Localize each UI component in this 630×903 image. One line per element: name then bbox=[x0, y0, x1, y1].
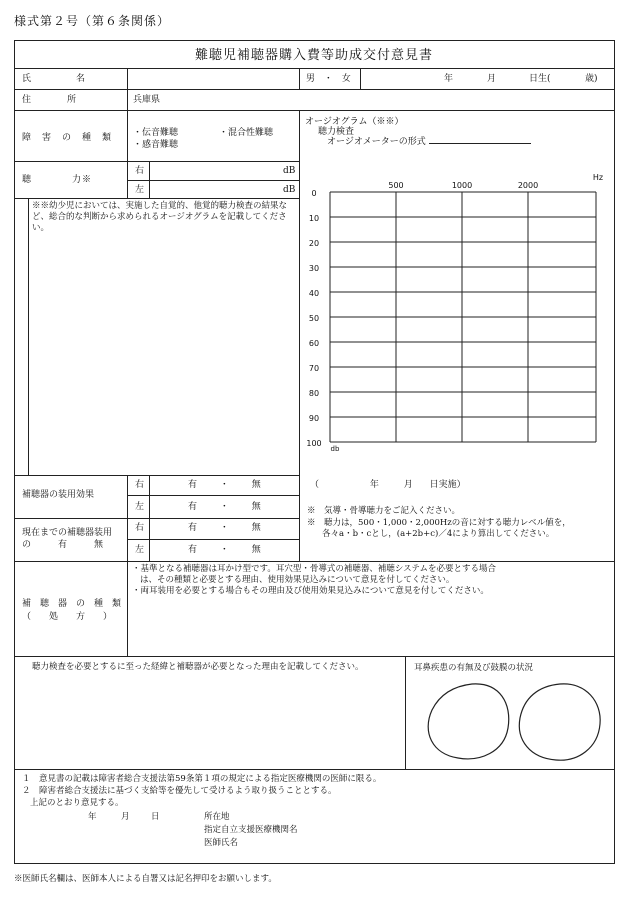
sex-separator: ・ bbox=[323, 74, 333, 84]
age-label: 歳) bbox=[585, 74, 598, 84]
exam-date-month: 月 bbox=[403, 480, 413, 490]
disability-option-sensorineural[interactable]: ・感音難聴 bbox=[133, 140, 179, 150]
effect-right-options[interactable] bbox=[188, 480, 261, 491]
exam-date bbox=[310, 480, 466, 491]
audiometer-type-field[interactable] bbox=[429, 143, 531, 144]
effect-right-dot: ・ bbox=[219, 480, 229, 490]
kind-line-3: ・両耳装用を必要とする場合もその理由及び使用効果見込みについて意見を付してください。 bbox=[132, 586, 489, 596]
kind-label-2: （ 処 方 ） bbox=[22, 612, 113, 622]
signature-statement: 上記のとおり意見する。 bbox=[30, 798, 124, 808]
audiogram-freq-label: 1000 bbox=[451, 181, 473, 190]
hearing-left-label: 左 bbox=[135, 185, 145, 195]
ear-condition-label: 耳鼻疾患の有無及び鼓膜の状況 bbox=[414, 663, 534, 673]
hearing-right-unit: dB bbox=[283, 166, 296, 176]
history-left-yes[interactable]: 有 bbox=[188, 545, 198, 555]
audiometer-type bbox=[327, 137, 531, 148]
audiogram-level-label: 0 bbox=[311, 189, 317, 198]
audiogram-level-label: 70 bbox=[308, 364, 320, 373]
disability-option-mixed[interactable]: ・混合性難聴 bbox=[219, 128, 274, 138]
signature-location-label: 所在地 bbox=[204, 812, 230, 822]
reason-input-area[interactable] bbox=[18, 678, 401, 766]
audiogram-level-label: 40 bbox=[308, 289, 320, 298]
hearing-left-unit: dB bbox=[283, 185, 296, 195]
reason-label: 聴力検査を必要とするに至った経緯と補聴器が必要となった理由を記載してください。 bbox=[32, 662, 364, 672]
sex-field[interactable] bbox=[306, 74, 351, 85]
kind-line-2: は、その種類と必要とする理由、使用効果見込みについて意見を付してください。 bbox=[140, 575, 455, 585]
audiogram-level-label: 10 bbox=[308, 214, 320, 223]
audiogram-subtitle: 聴力検査 bbox=[318, 127, 355, 137]
exam-date-open: （ bbox=[310, 480, 320, 490]
note-conduction: ※ 気導・骨導聴力をご記入ください。 bbox=[307, 506, 461, 516]
sex-female[interactable]: 女 bbox=[341, 74, 351, 84]
audiogram-level-label: 60 bbox=[308, 339, 320, 348]
exam-date-year: 年 bbox=[369, 480, 379, 490]
audiogram-level-label: 50 bbox=[308, 314, 320, 323]
history-label-2: の 有 無 bbox=[22, 540, 104, 550]
audiogram-level-label: 20 bbox=[308, 239, 320, 248]
bottom-note: ※医師氏名欄は、医師本人による自署又は記名押印をお願いします。 bbox=[14, 874, 277, 884]
kind-input-area[interactable] bbox=[130, 600, 610, 652]
disability-option-conductive[interactable]: ・伝音難聴 bbox=[133, 128, 179, 138]
effect-label: 補聴器の装用効果 bbox=[22, 490, 95, 500]
audiogram-level-label: 30 bbox=[308, 264, 320, 273]
birth-year-label: 年 bbox=[444, 74, 454, 84]
history-right-label: 右 bbox=[135, 523, 145, 533]
effect-left-label: 左 bbox=[135, 502, 145, 512]
kind-label-1: 補 聴 器 の 種 類 bbox=[22, 599, 122, 609]
birth-month-label: 月 bbox=[487, 74, 497, 84]
footnote-2: ２ 障害者総合支援法に基づく支給等を優先して受けるよう取り扱うこととする。 bbox=[22, 786, 337, 796]
audiogram-title: オージオグラム（※※） bbox=[305, 117, 404, 127]
exam-date-day: 日実施） bbox=[429, 480, 466, 490]
hearing-right-label: 右 bbox=[135, 166, 145, 176]
note-formula-1: ※ 聴力は，500・1,000・2,000Hzの音に対する聴力レベル値を， bbox=[307, 518, 571, 528]
audiogram-db-label: db bbox=[330, 445, 340, 453]
effect-left-yes[interactable]: 有 bbox=[188, 502, 198, 512]
signature-input-area[interactable] bbox=[330, 808, 600, 854]
effect-right-yes[interactable]: 有 bbox=[188, 480, 198, 490]
form-number: 様式第２号（第６条関係） bbox=[14, 14, 171, 28]
effect-left-no[interactable]: 無 bbox=[251, 502, 261, 512]
address-label: 住 所 bbox=[22, 95, 77, 105]
effect-right-label: 右 bbox=[135, 480, 145, 490]
effect-left-dot: ・ bbox=[219, 502, 229, 512]
hearing-label: 聴 力※ bbox=[22, 175, 93, 185]
address-value[interactable]: 兵庫県 bbox=[133, 95, 161, 105]
audiogram-chart[interactable] bbox=[304, 168, 604, 468]
eardrum-diagram[interactable] bbox=[410, 676, 610, 766]
history-left-label: 左 bbox=[135, 545, 145, 555]
toddler-note: ※※幼少児においては、実施した自覚的、他覚的聴力検査の結果など、総合的な判断から求められるオージオグラムを記載してください。 bbox=[32, 201, 288, 233]
right-eardrum-shape bbox=[428, 684, 509, 759]
kind-line-1: ・基準となる補聴器は耳かけ型です。耳穴型・骨導式の補聴器、補聴システムを必要とする場合 bbox=[132, 564, 496, 574]
audiogram-level-label: 90 bbox=[308, 414, 320, 423]
history-right-yes[interactable]: 有 bbox=[188, 523, 198, 533]
effect-right-no[interactable]: 無 bbox=[251, 480, 261, 490]
sex-male[interactable]: 男 bbox=[306, 74, 316, 84]
left-eardrum-shape bbox=[519, 684, 600, 760]
effect-left-options[interactable] bbox=[188, 502, 261, 513]
note-formula-2: 各々a・b・cとし，(a+2b+c)／4により算出してください。 bbox=[322, 529, 555, 539]
disability-label: 障 害 の 種 類 bbox=[22, 133, 113, 143]
signature-institution-label: 指定自立支援医療機関名 bbox=[204, 825, 298, 835]
history-right-options[interactable] bbox=[188, 523, 261, 534]
signature-year: 年 bbox=[88, 812, 97, 822]
signature-doctor-label: 医師氏名 bbox=[204, 838, 239, 848]
audiogram-level-label: 100 bbox=[306, 439, 322, 448]
audiogram-freq-label: 500 bbox=[388, 181, 404, 190]
history-right-no[interactable]: 無 bbox=[251, 523, 261, 533]
birth-day-label: 日生( bbox=[529, 74, 551, 84]
history-right-dot: ・ bbox=[219, 523, 229, 533]
history-left-dot: ・ bbox=[219, 545, 229, 555]
audiometer-type-label: オージオメーターの形式 bbox=[327, 137, 426, 147]
signature-day: 日 bbox=[151, 812, 160, 822]
name-label: 氏 名 bbox=[22, 74, 86, 84]
audiogram-level-label: 80 bbox=[308, 389, 320, 398]
history-left-no[interactable]: 無 bbox=[251, 545, 261, 555]
audiogram-freq-label: 2000 bbox=[517, 181, 539, 190]
signature-month: 月 bbox=[121, 812, 130, 822]
form-title: 難聴児補聴器購入費等助成交付意見書 bbox=[194, 48, 433, 63]
audiogram-hz-label: Hz bbox=[592, 173, 604, 182]
history-label-1: 現在までの補聴器装用 bbox=[22, 528, 113, 538]
footnote-1: １ 意見書の記載は障害者総合支援法第59条第１項の規定による指定医療機関の医師に限る。 bbox=[22, 774, 382, 784]
history-left-options[interactable] bbox=[188, 545, 261, 556]
